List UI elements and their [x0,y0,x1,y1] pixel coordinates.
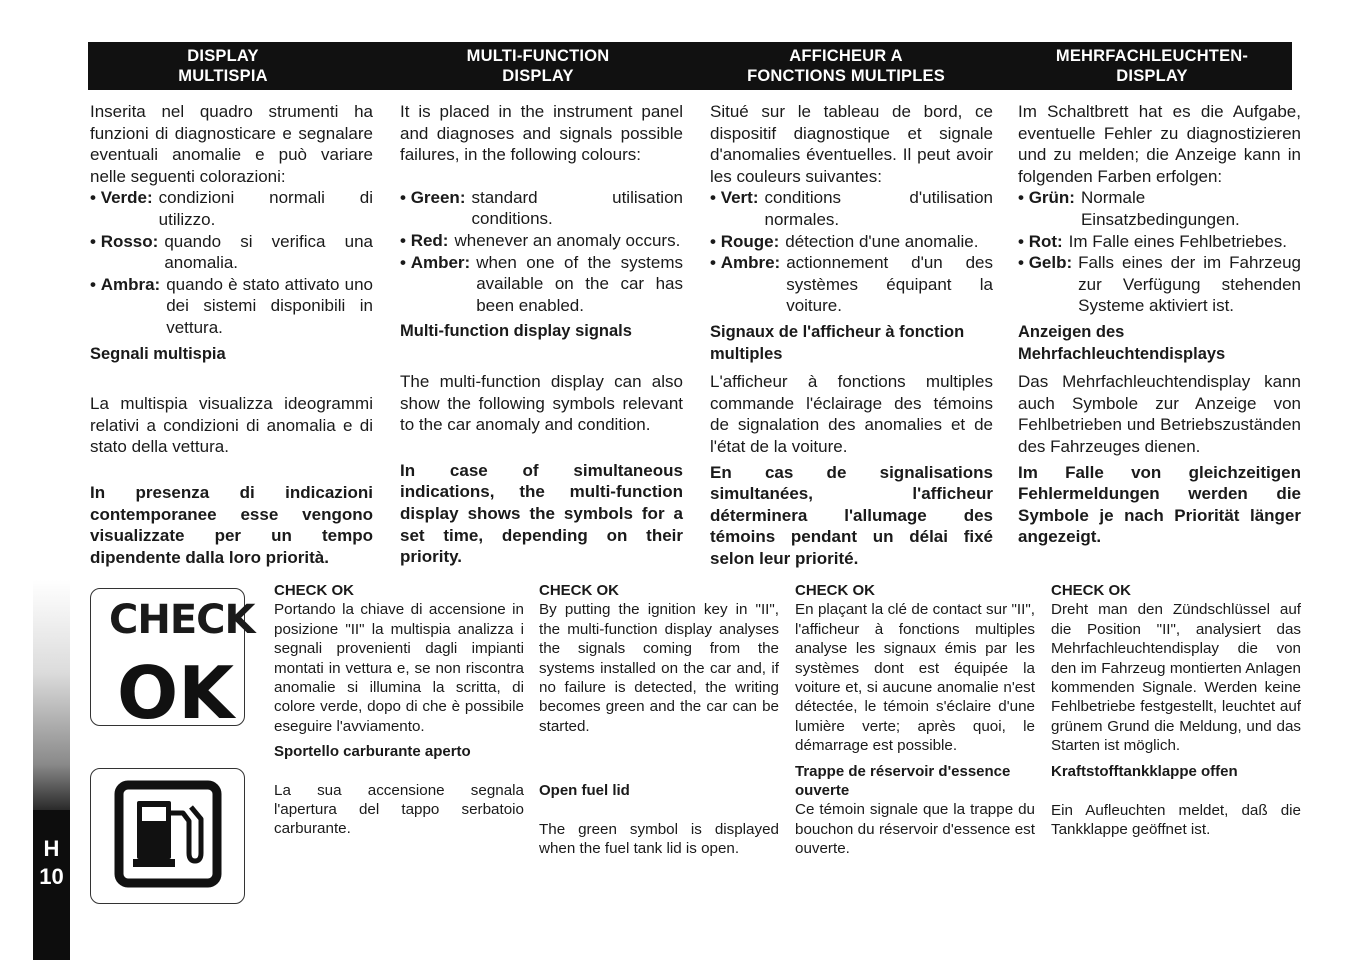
list-item [400,187,683,230]
header-french [706,42,986,90]
signals-text: Das Mehrfachleuchtendisplay kann auch Symbole zur Anzeige von Fehlbetrieben und Betriebszuständen des Fahrzeuges dienen. [1018,372,1301,456]
header-line: DISPLAY [1116,67,1188,85]
check-ok-title: CHECK OK [795,582,876,599]
column-german [1018,101,1301,548]
list-item [1018,231,1301,253]
list-item [90,187,373,230]
fuel-text: Ein Aufleuchten meldet, daß die Tankklappe geöffnet ist. [1051,802,1301,839]
item-label: • Rosso: [90,231,158,274]
check-ok-icon [90,588,255,735]
check-ok-text: En plaçant la clé de contact sur "II", l'afficheur à fonctions multiples analyse les signaux émis par les systèmes dont est équipée la voiture et, si aucune anomalie n'est détectée, le témoin s'éclaire d'une lumière verte; après quoi, le démarrage est possible. [795,601,1035,755]
item-label: • Red: [400,230,448,252]
check-ok-title: CHECK OK [274,582,355,599]
item-text: condizioni normali di utilizzo. [158,188,373,229]
item-text: standard utilisation conditions. [471,187,683,229]
item-text: Im Falle eines Fehlbetriebes. [1068,231,1287,251]
item-text: whenever an anomaly occurs. [454,230,681,250]
color-list [710,187,993,317]
signals-text: L'afficheur à fonctions multiples commande l'éclairage des témoins de signalation des anomalies et de l'état de la voiture. [710,372,993,456]
lower-german [1051,581,1301,840]
list-item [1018,187,1301,230]
check-ok-text: Dreht man den Zündschlüssel auf die Position "II", analysiert das Mehrfachleuchtendisplay die von den im Fahrzeug montierten Anlagen kommenden Signale. Werden keine Fehlbetriebe festgestellt, leuchtet auf grünem Grund die Meldung, und das Starten ist möglich. [1051,601,1301,755]
lower-italian [274,581,524,839]
signals-title: Anzeigen des Mehrfachleuchtendisplays [1018,322,1226,363]
signals-title: Multi-function display signals [400,322,632,341]
item-text: Normale Einsatzbedingungen. [1080,188,1240,229]
fuel-title: Trappe de réservoir d'essence ouverte [795,762,1011,800]
fuel-pump-icon [91,769,246,905]
column-english [400,101,683,568]
priority-text: Im Falle von gleichzeitigen Fehlermeldungen werden die Symbole je nach Priorität länger angezeigt. [1018,462,1301,547]
check-ok-text: By putting the ignition key in "II", the multi-function display analyses the signals coming from the systems installed on the car and, if no failure is detected, the writing becomes green and the car can be started. [539,601,779,735]
item-label: • Grün: [1018,187,1075,230]
list-item [400,252,683,317]
list-item [710,231,993,253]
item-text: when one of the systems available on the car has been enabled. [476,252,683,315]
column-italian [90,101,373,568]
fuel-text: Ce témoin signale que la trappe du bouchon du réservoir d'essence est ouverte. [795,801,1035,858]
fuel-text: La sua accensione segnala l'apertura del tappo serbatoio carburante. [274,781,524,838]
column-french [710,101,993,569]
item-text: actionnement d'un des systèmes équipant la voiture. [786,253,993,316]
header-line: MULTI-FUNCTION [466,47,610,65]
header-line: MULTISPIA [178,67,268,85]
tab-page-number: 10 [39,864,64,889]
signals-title: Segnali multispia [90,344,226,363]
signals-title: Signaux de l'afficheur à fonction multiples [710,322,965,363]
fuel-title: Open fuel lid [539,782,630,800]
fuel-title: Sportello carburante aperto [274,743,471,761]
list-item [710,252,993,317]
ok-word: OK [117,651,234,735]
item-label: • Green: [400,187,465,230]
item-label: • Verde: [90,187,153,230]
signals-text: The multi-function display can also show the following symbols relevant to the car anomaly and condition. [400,371,683,435]
header-line: AFFICHEUR A [789,47,903,65]
intro-text: Situé sur le tableau de bord, ce dispositif diagnostique et signale d'anomalies éventuelles. Il peut avoir les couleurs suivantes: [710,102,993,186]
header-english [378,42,698,90]
color-list [1018,187,1301,317]
header-line: DISPLAY [502,67,574,85]
item-label: • Amber: [400,252,470,317]
header-bar [88,42,1292,90]
list-item [90,274,373,339]
page-tab [33,810,70,960]
intro-text: Inserita nel quadro strumenti ha funzioni di diagnosticare e segnalare eventuali anomalie e può variare nelle seguenti colorazioni: [90,102,373,186]
header-line: DISPLAY [187,47,259,65]
check-word: CHECK [109,597,255,643]
priority-text: In presenza di indicazioni contemporanee esse vengono visualizzate per un tempo dipendente dalla loro priorità. [90,482,373,567]
item-text: Falls eines der im Fahrzeug zur Verfügung stehenden Systeme aktiviert ist. [1078,253,1301,316]
signals-text: La multispia visualizza ideogrammi relativi a condizioni di anomalia e di stato della vettura. [90,394,373,457]
list-item [710,187,993,230]
item-label: • Rot: [1018,231,1063,253]
intro-text: Im Schaltbrett hat es die Aufgabe, eventuelle Fehler zu diagnostizieren und zu melden; die Anzeige kann in folgenden Farben erfolgen: [1018,102,1301,186]
item-label: • Ambra: [90,274,160,339]
tab-section-letter: H [43,836,60,861]
item-text: conditions d'utilisation normales. [764,188,993,229]
lower-french [795,581,1035,859]
list-item [400,230,683,252]
intro-text: It is placed in the instrument panel and diagnoses and signals possible failures, in the following colours: [400,102,683,165]
header-line: FONCTIONS MULTIPLES [747,67,945,85]
item-text: quando si verifica una anomalia. [164,231,373,273]
item-label: • Vert: [710,187,758,230]
side-tab-gradient [33,580,70,810]
header-german [1012,42,1292,90]
priority-text: En cas de signalisations simultanées, l'afficheur déterminera l'allumage des témoins pendant un délai fixé selon leur priorité. [710,462,993,568]
header-line: MEHRFACHLEUCHTEN- [1055,47,1249,65]
color-list [90,187,373,338]
item-text: détection d'une anomalie. [785,231,979,251]
header-italian [88,42,358,90]
item-label: • Ambre: [710,252,780,317]
item-label: • Gelb: [1018,252,1072,317]
fuel-lid-icon [90,768,245,904]
check-ok-text: Portando la chiave di accensione in posizione "II" la multispia analizza i segnali provenienti dagli impianti montati in vettura e, se non riscontra anomalie si illumina la scritta, di colore verde, dopo di che è possibile eseguire l'avviamento. [274,601,524,735]
check-ok-title: CHECK OK [1051,582,1132,599]
item-text: quando è stato attivato uno dei sistemi disponibili in vettura. [166,274,373,337]
lower-english [539,581,779,858]
check-ok-title: CHECK OK [539,582,620,599]
list-item [90,231,373,274]
fuel-text: The green symbol is displayed when the fuel tank lid is open. [539,820,779,858]
priority-text: In case of simultaneous indications, the multi-function display shows the symbols for a set time, depending on their priority. [400,460,683,567]
fuel-title: Kraftstofftankklappe offen [1051,762,1238,780]
list-item [1018,252,1301,317]
item-label: • Rouge: [710,231,779,253]
color-list [400,187,683,317]
